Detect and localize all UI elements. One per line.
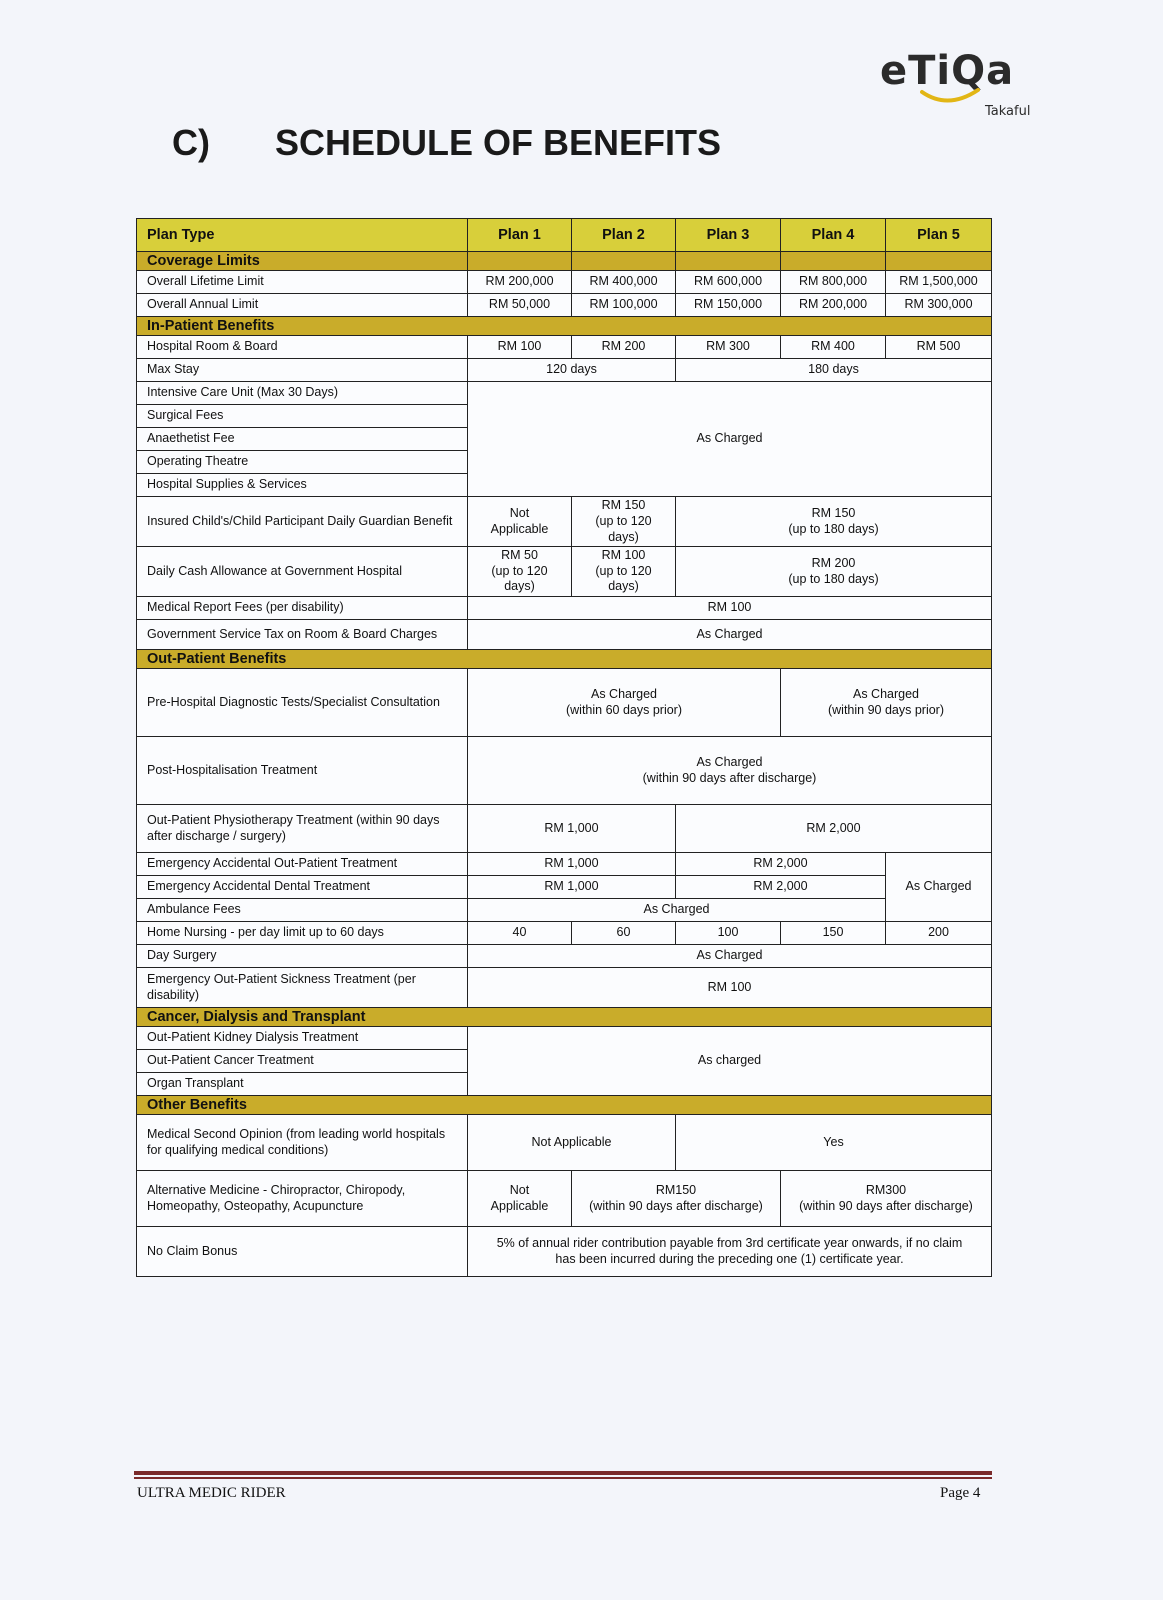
cell-line: As Charged [590,687,657,701]
table-row [137,899,992,922]
table-row [137,336,992,359]
row-label: Post-Hospitalisation Treatment [137,737,468,805]
table-row [137,1227,992,1277]
cell-line: (up to 120 [491,563,548,578]
table-row [137,853,992,876]
row-label: Hospital Supplies & Services [137,474,468,497]
table-row [137,294,992,317]
cell-line: (within 90 days prior) [827,702,944,717]
row-label: Government Service Tax on Room & Board Charges [137,620,468,650]
cell-value: RM 1,000 [468,876,676,899]
row-label: Anaethetist Fee [137,428,468,451]
cell-line: RM 150 [601,498,646,513]
cell-line: Not [509,1183,530,1198]
cell-value: 40 [468,922,572,945]
row-label: Intensive Care Unit (Max 30 Days) [137,382,468,405]
cell-line: (within 90 days after discharge) [642,770,817,785]
cell-value: RM 500 [886,336,992,359]
cell-line: As Charged [696,755,763,769]
cell-value [676,497,992,547]
cell-line: RM 50 [501,548,538,563]
cell-line: Applicable [490,521,549,536]
cell-value: 100 [676,922,781,945]
cell-line: (up to 120 [595,513,652,528]
cell-value: RM 100 [468,968,992,1008]
header-plan-5: Plan 5 [886,219,992,252]
header-plan-2: Plan 2 [572,219,676,252]
cell-value: 200 [886,922,992,945]
row-label: Medical Report Fees (per disability) [137,597,468,620]
table-row [137,737,992,805]
table-row [137,547,992,597]
section-row [137,650,992,669]
row-label: Out-Patient Physiotherapy Treatment (within 90 days after discharge / surgery) [137,805,468,853]
table-row [137,597,992,620]
section-row [137,1008,992,1027]
cell-value [468,737,992,805]
cell-value: As Charged [886,853,992,922]
header-plan-1: Plan 1 [468,219,572,252]
table-row [137,1115,992,1171]
section-row [137,1096,992,1115]
row-label: Surgical Fees [137,405,468,428]
cell-value: As Charged [468,620,992,650]
cell-value: 120 days [468,359,676,382]
cell-value: RM 100 [468,597,992,620]
table-row [137,968,992,1008]
cell-value [676,547,992,597]
row-label: Ambulance Fees [137,899,468,922]
cell-value: RM 200 [572,336,676,359]
header-plan-type: Plan Type [137,219,468,252]
cell-value: RM 2,000 [676,876,886,899]
logo-sub: Takaful [985,104,1031,119]
cell-value: RM 300,000 [886,294,992,317]
logo-brand: eTiQa [880,48,1015,94]
footer-divider [134,1477,992,1479]
row-label: Insured Child's/Child Participant Daily Guardian Benefit [137,497,468,547]
cell-value: As charged [468,1027,992,1096]
cell-value: As Charged [468,945,992,968]
page-title: SCHEDULE OF BENEFITS [275,122,722,163]
cell-line: days) [608,579,639,594]
table-row [137,497,992,547]
cell-line: days) [608,529,639,544]
cell-value [468,497,572,547]
row-label: Alternative Medicine - Chiropractor, Chiropody, Homeopathy, Osteopathy, Acupuncture [137,1171,468,1227]
cell-value [468,1227,992,1277]
row-label: Max Stay [137,359,468,382]
cell-value: RM 50,000 [468,294,572,317]
section-row [137,252,992,271]
cell-value: RM 300 [676,336,781,359]
cell-value [781,669,992,737]
cell-value: RM 100 [468,336,572,359]
cell-value: As Charged [468,899,886,922]
cell-value [468,547,572,597]
cell-value: RM 600,000 [676,271,781,294]
cell-line: RM300 [865,1183,907,1198]
cell-value: RM 800,000 [781,271,886,294]
footer-document-name: ULTRA MEDIC RIDER [137,1485,286,1501]
table-header-row [137,219,992,252]
cell-value: Not Applicable [468,1115,676,1171]
row-label: Out-Patient Cancer Treatment [137,1050,468,1073]
row-label: Operating Theatre [137,451,468,474]
table-row [137,359,992,382]
cell-value: 150 [781,922,886,945]
cell-value [572,547,676,597]
cell-line: Not [509,506,530,521]
cell-line: days) [504,579,535,594]
cell-line: (up to 120 [595,563,652,578]
cell-line: (within 60 days prior) [565,702,682,717]
table-row [137,669,992,737]
cell-value [572,1171,781,1227]
benefits-table [136,218,992,1277]
row-label: Medical Second Opinion (from leading world hospitals for qualifying medical conditions) [137,1115,468,1171]
table-row [137,945,992,968]
row-label: Hospital Room & Board [137,336,468,359]
cell-value: RM 100,000 [572,294,676,317]
cell-line: (within 90 days after discharge) [799,1198,973,1213]
section-title: In-Patient Benefits [137,317,992,336]
cell-value: RM 2,000 [676,853,886,876]
table-row [137,1027,992,1050]
section-letter: C) [172,122,210,163]
row-label: Home Nursing - per day limit up to 60 days [137,922,468,945]
header-plan-3: Plan 3 [676,219,781,252]
row-label: Pre-Hospital Diagnostic Tests/Specialist Consultation [137,669,468,737]
cell-line: (up to 180 days) [788,571,879,586]
table-row [137,805,992,853]
cell-line: RM150 [655,1183,697,1198]
table-row [137,876,992,899]
cell-value: 180 days [676,359,992,382]
row-label: No Claim Bonus [137,1227,468,1277]
section-title: Cancer, Dialysis and Transplant [137,1008,992,1027]
cell-value: RM 150,000 [676,294,781,317]
cell-line: RM 200 [811,555,856,570]
row-label: Day Surgery [137,945,468,968]
cell-line: RM 150 [811,506,856,521]
etiqa-logo [880,48,1040,118]
cell-value: RM 1,500,000 [886,271,992,294]
cell-value [572,497,676,547]
footer-divider [134,1471,992,1475]
row-label: Organ Transplant [137,1073,468,1096]
cell-line: (up to 180 days) [788,521,879,536]
section-row [137,317,992,336]
cell-value [468,669,781,737]
cell-line: (within 90 days after discharge) [589,1198,763,1213]
cell-value: RM 1,000 [468,853,676,876]
section-title: Other Benefits [137,1096,992,1115]
table-row [137,922,992,945]
cell-value: RM 200,000 [468,271,572,294]
table-row [137,382,992,405]
cell-value: 60 [572,922,676,945]
cell-value: Yes [676,1115,992,1171]
cell-value: As Charged [468,382,992,497]
row-label: Emergency Out-Patient Sickness Treatment (per disability) [137,968,468,1008]
cell-line: RM 100 [601,548,646,563]
section-title: Coverage Limits [137,252,468,271]
cell-line: As Charged [852,687,919,701]
table-row [137,1171,992,1227]
row-label: Emergency Accidental Dental Treatment [137,876,468,899]
footer-page-number: Page 4 [940,1485,981,1501]
row-label: Daily Cash Allowance at Government Hospital [137,547,468,597]
cell-line: Applicable [490,1198,549,1213]
row-label: Out-Patient Kidney Dialysis Treatment [137,1027,468,1050]
table-row [137,620,992,650]
cell-value: RM 400 [781,336,886,359]
table-row [137,271,992,294]
row-label: Emergency Accidental Out-Patient Treatment [137,853,468,876]
row-label: Overall Annual Limit [137,294,468,317]
cell-value: RM 200,000 [781,294,886,317]
cell-value [468,1171,572,1227]
logo-swoosh-icon [920,88,980,106]
row-label: Overall Lifetime Limit [137,271,468,294]
cell-line: has been incurred during the preceding one (1) certificate year. [555,1251,904,1266]
cell-value: RM 1,000 [468,805,676,853]
header-plan-4: Plan 4 [781,219,886,252]
cell-value: RM 2,000 [676,805,992,853]
section-title: Out-Patient Benefits [137,650,992,669]
cell-value: RM 400,000 [572,271,676,294]
cell-value [781,1171,992,1227]
cell-line: 5% of annual rider contribution payable from 3rd certificate year onwards, if no claim [496,1236,963,1251]
